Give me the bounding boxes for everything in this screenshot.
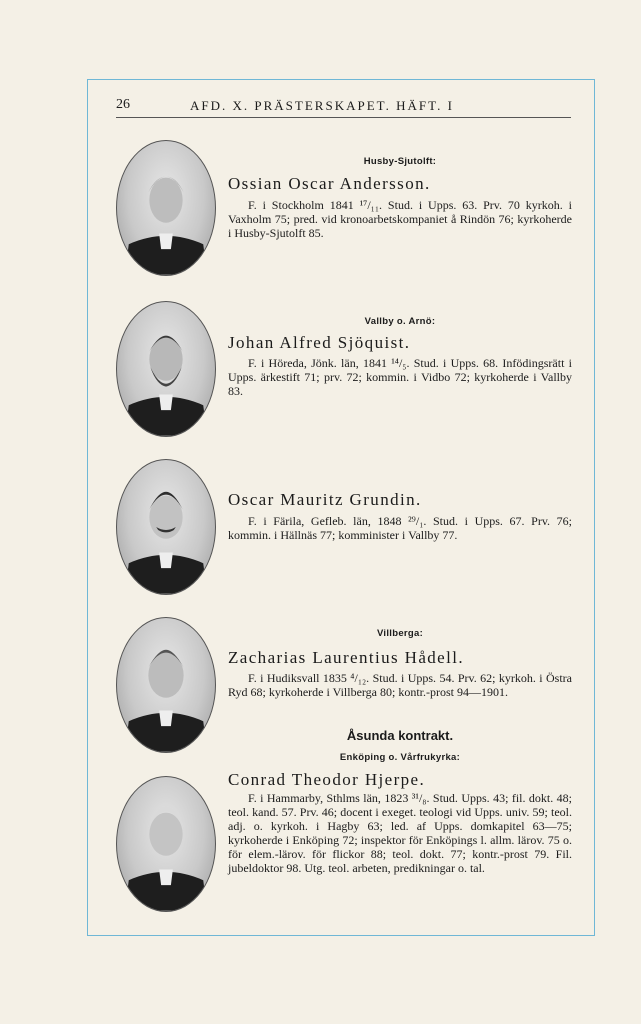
person-portrait-icon [117,777,215,911]
person-portrait-icon [117,302,215,436]
biography-1: F. i Stockholm 1841 ¹⁷/₁₁. Stud. i Upps. 63. Prv. 70 kyrkoh. i Vaxholm 75; pred. vid kronoarbetskompaniet å Rindön 76; kyrkoherde i Husby-Sjutolft 85. [228,198,572,240]
biography-5: F. i Hammarby, Sthlms län, 1823 ³¹/₈. Stud. Upps. 43; fil. dokt. 48; teol. kand. 57. Prv. 46; docent i exeget. teologi vid Upps. univ. 59; teol. adj. o. kyrkoh. i Hagby 63; led. af Upps. domkapitel 63—75; kyrkoherde i Enköping 72; inspektor för Enköpings l. allm. lärov. 75 o. för elem.-lärov. för flickor 88; teol. dokt. 77; kontr.-prost 79. Fil. jubeldoktor 98. Utg. teol. arbeten, predikningar o. tal. [228,791,572,875]
person-name-1: Ossian Oscar Andersson. [228,174,431,193]
page-number: 26 [116,97,130,112]
portrait-photo-5 [116,776,216,912]
person-portrait-icon [117,460,215,594]
biography-3: F. i Färila, Gefleb. län, 1848 ²⁹/₁. Stud. i Upps. 67. Prv. 76; kommin. i Hällnäs 77; komminister i Vallby 77. [228,514,572,542]
running-title: AFD. X. PRÄSTERSKAPET. HÄFT. I [190,98,454,113]
person-name-4: Zacharias Laurentius Hådell. [228,648,465,667]
parish-heading-2: Vallby o. Arnö: [364,316,436,327]
parish-heading-1: Husby-Sjutolft: [363,156,437,167]
person-name-3: Oscar Mauritz Grundin. [228,490,422,509]
portrait-photo-1 [116,140,216,276]
header-rule [116,117,571,118]
portrait-photo-2 [116,301,216,437]
parish-heading-5: Enköping o. Vårfrukyrka: [339,752,461,763]
person-name-2: Johan Alfred Sjöquist. [228,333,411,352]
biography-2: F. i Höreda, Jönk. län, 1841 ¹⁴/₅. Stud. i Upps. 68. Infödingsrätt i Upps. ärkestift 71; prv. 72; kommin. i Vidbo 72; kyrkoherde i Vallby 83. [228,356,572,398]
portrait-photo-3 [116,459,216,595]
portrait-photo-4 [116,617,216,753]
biography-4: F. i Hudiksvall 1835 ⁴/₁₂. Stud. i Upps. 54. Prv. 62; kyrkoh. i Östra Ryd 68; kyrkoherde i Villberga 80; kontr.-prost 94—1901. [228,671,572,699]
parish-heading-4: Villberga: [376,628,424,639]
person-portrait-icon [117,618,215,752]
person-portrait-icon [117,141,215,275]
section-heading: Åsunda kontrakt. [346,728,454,743]
person-name-5: Conrad Theodor Hjerpe. [228,770,426,789]
